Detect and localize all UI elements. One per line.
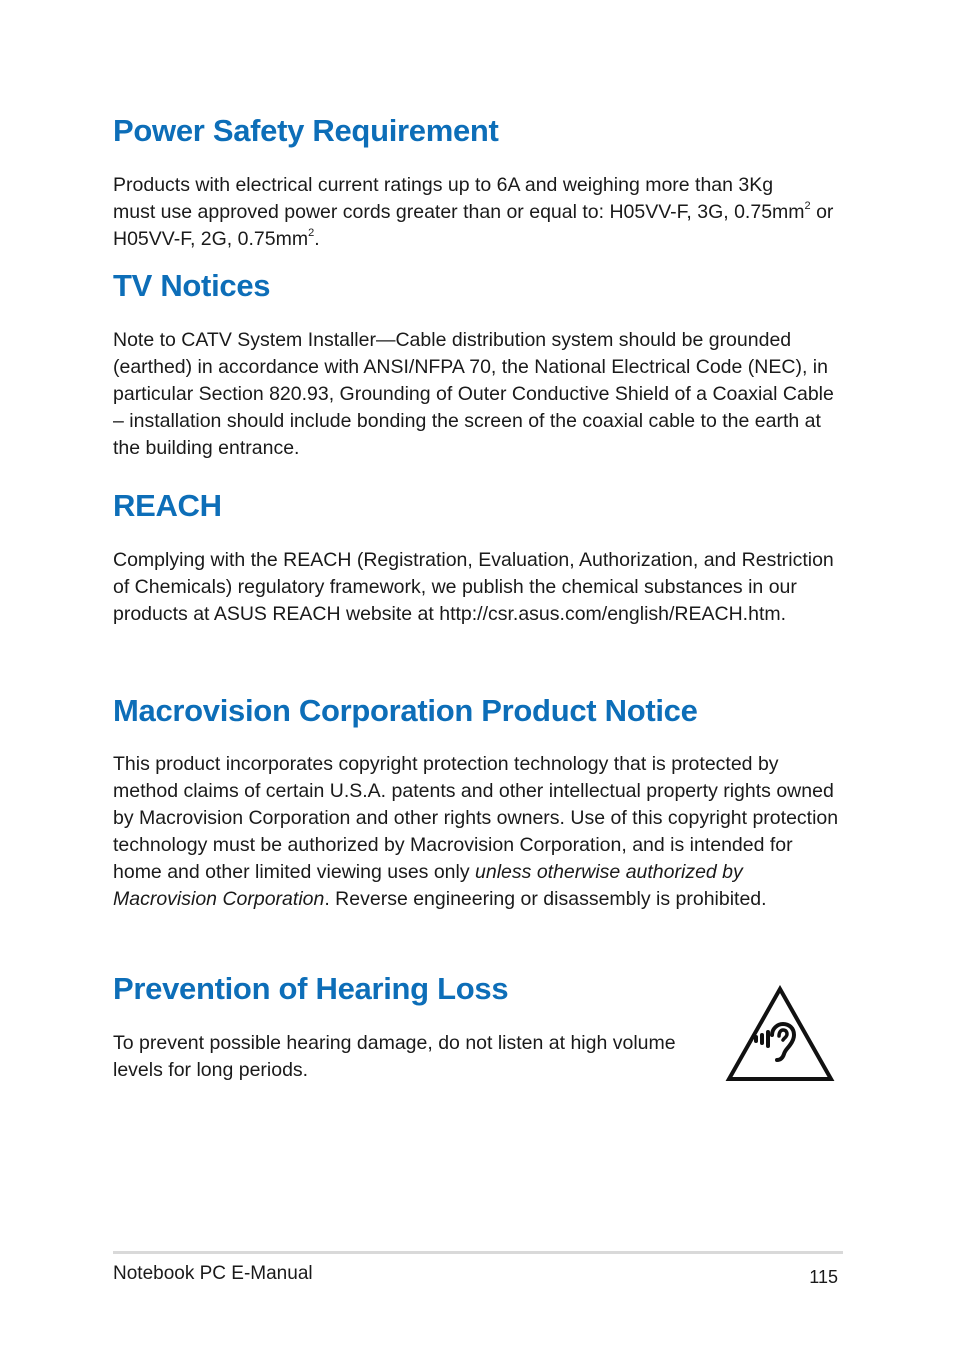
page-number: 115 <box>809 1267 838 1287</box>
power-safety-or: or <box>810 200 834 223</box>
superscript-squared: 2 <box>804 199 811 212</box>
footer-title: Notebook PC E-Manual <box>113 1263 313 1284</box>
macrovision-text-italic: unless otherwise authorized by Macrovision Corporation <box>113 860 743 910</box>
power-safety-text <box>113 172 843 253</box>
macrovision-text-start: This product incorporates copyright protection technology that is protected by method claims of certain U.S.A. patents and other intellectual property rights owned by Macrovision Corporation and other rights owners. Use of this copyright protection technology must be authorized by Macrovision Corporation, and is intended for home and other limited viewing uses only <box>113 753 839 883</box>
power-safety-heading: Power Safety Requirement <box>113 113 499 148</box>
superscript-squared: 2 <box>308 226 315 239</box>
power-safety-line-1: Products with electrical current ratings up to 6A and weighing more than 3Kg <box>113 174 774 196</box>
hearing-warning-icon <box>725 985 835 1083</box>
tv-notices-heading: TV Notices <box>113 268 271 303</box>
power-safety-period: . <box>314 227 320 250</box>
hearing-loss-heading: Prevention of Hearing Loss <box>113 971 509 1006</box>
power-safety-line-3: H05VV-F, 2G, 0.75mm <box>113 227 309 250</box>
macrovision-text <box>113 751 843 912</box>
macrovision-heading: Macrovision Corporation Product Notice <box>113 693 698 728</box>
macrovision-text-end: . Reverse engineering or disassembly is prohibited. <box>324 887 767 910</box>
hearing-loss-text: To prevent possible hearing damage, do not listen at high volume levels for long periods. <box>113 1032 676 1081</box>
power-safety-line-2: must use approved power cords greater than or equal to: H05VV-F, 3G, 0.75mm <box>113 200 805 223</box>
footer-divider <box>113 1251 843 1254</box>
tv-notices-text: Note to CATV System Installer—Cable distribution system should be grounded (earthed) in accordance with ANSI/NFPA 70, the National Electrical Code (NEC), in particular Section 820.93, Grounding of Outer Conductive Shield of a Coaxial Cable – installation should include bonding the screen of the coaxial cable to the earth at the building entrance. <box>113 329 834 459</box>
reach-heading: REACH <box>113 488 222 523</box>
reach-text: Complying with the REACH (Registration, Evaluation, Authorization, and Restriction of Chemicals) regulatory framework, we publish the chemical substances in our products at ASUS REACH website at http://csr.asus.com/english/REACH.htm. <box>113 549 834 625</box>
